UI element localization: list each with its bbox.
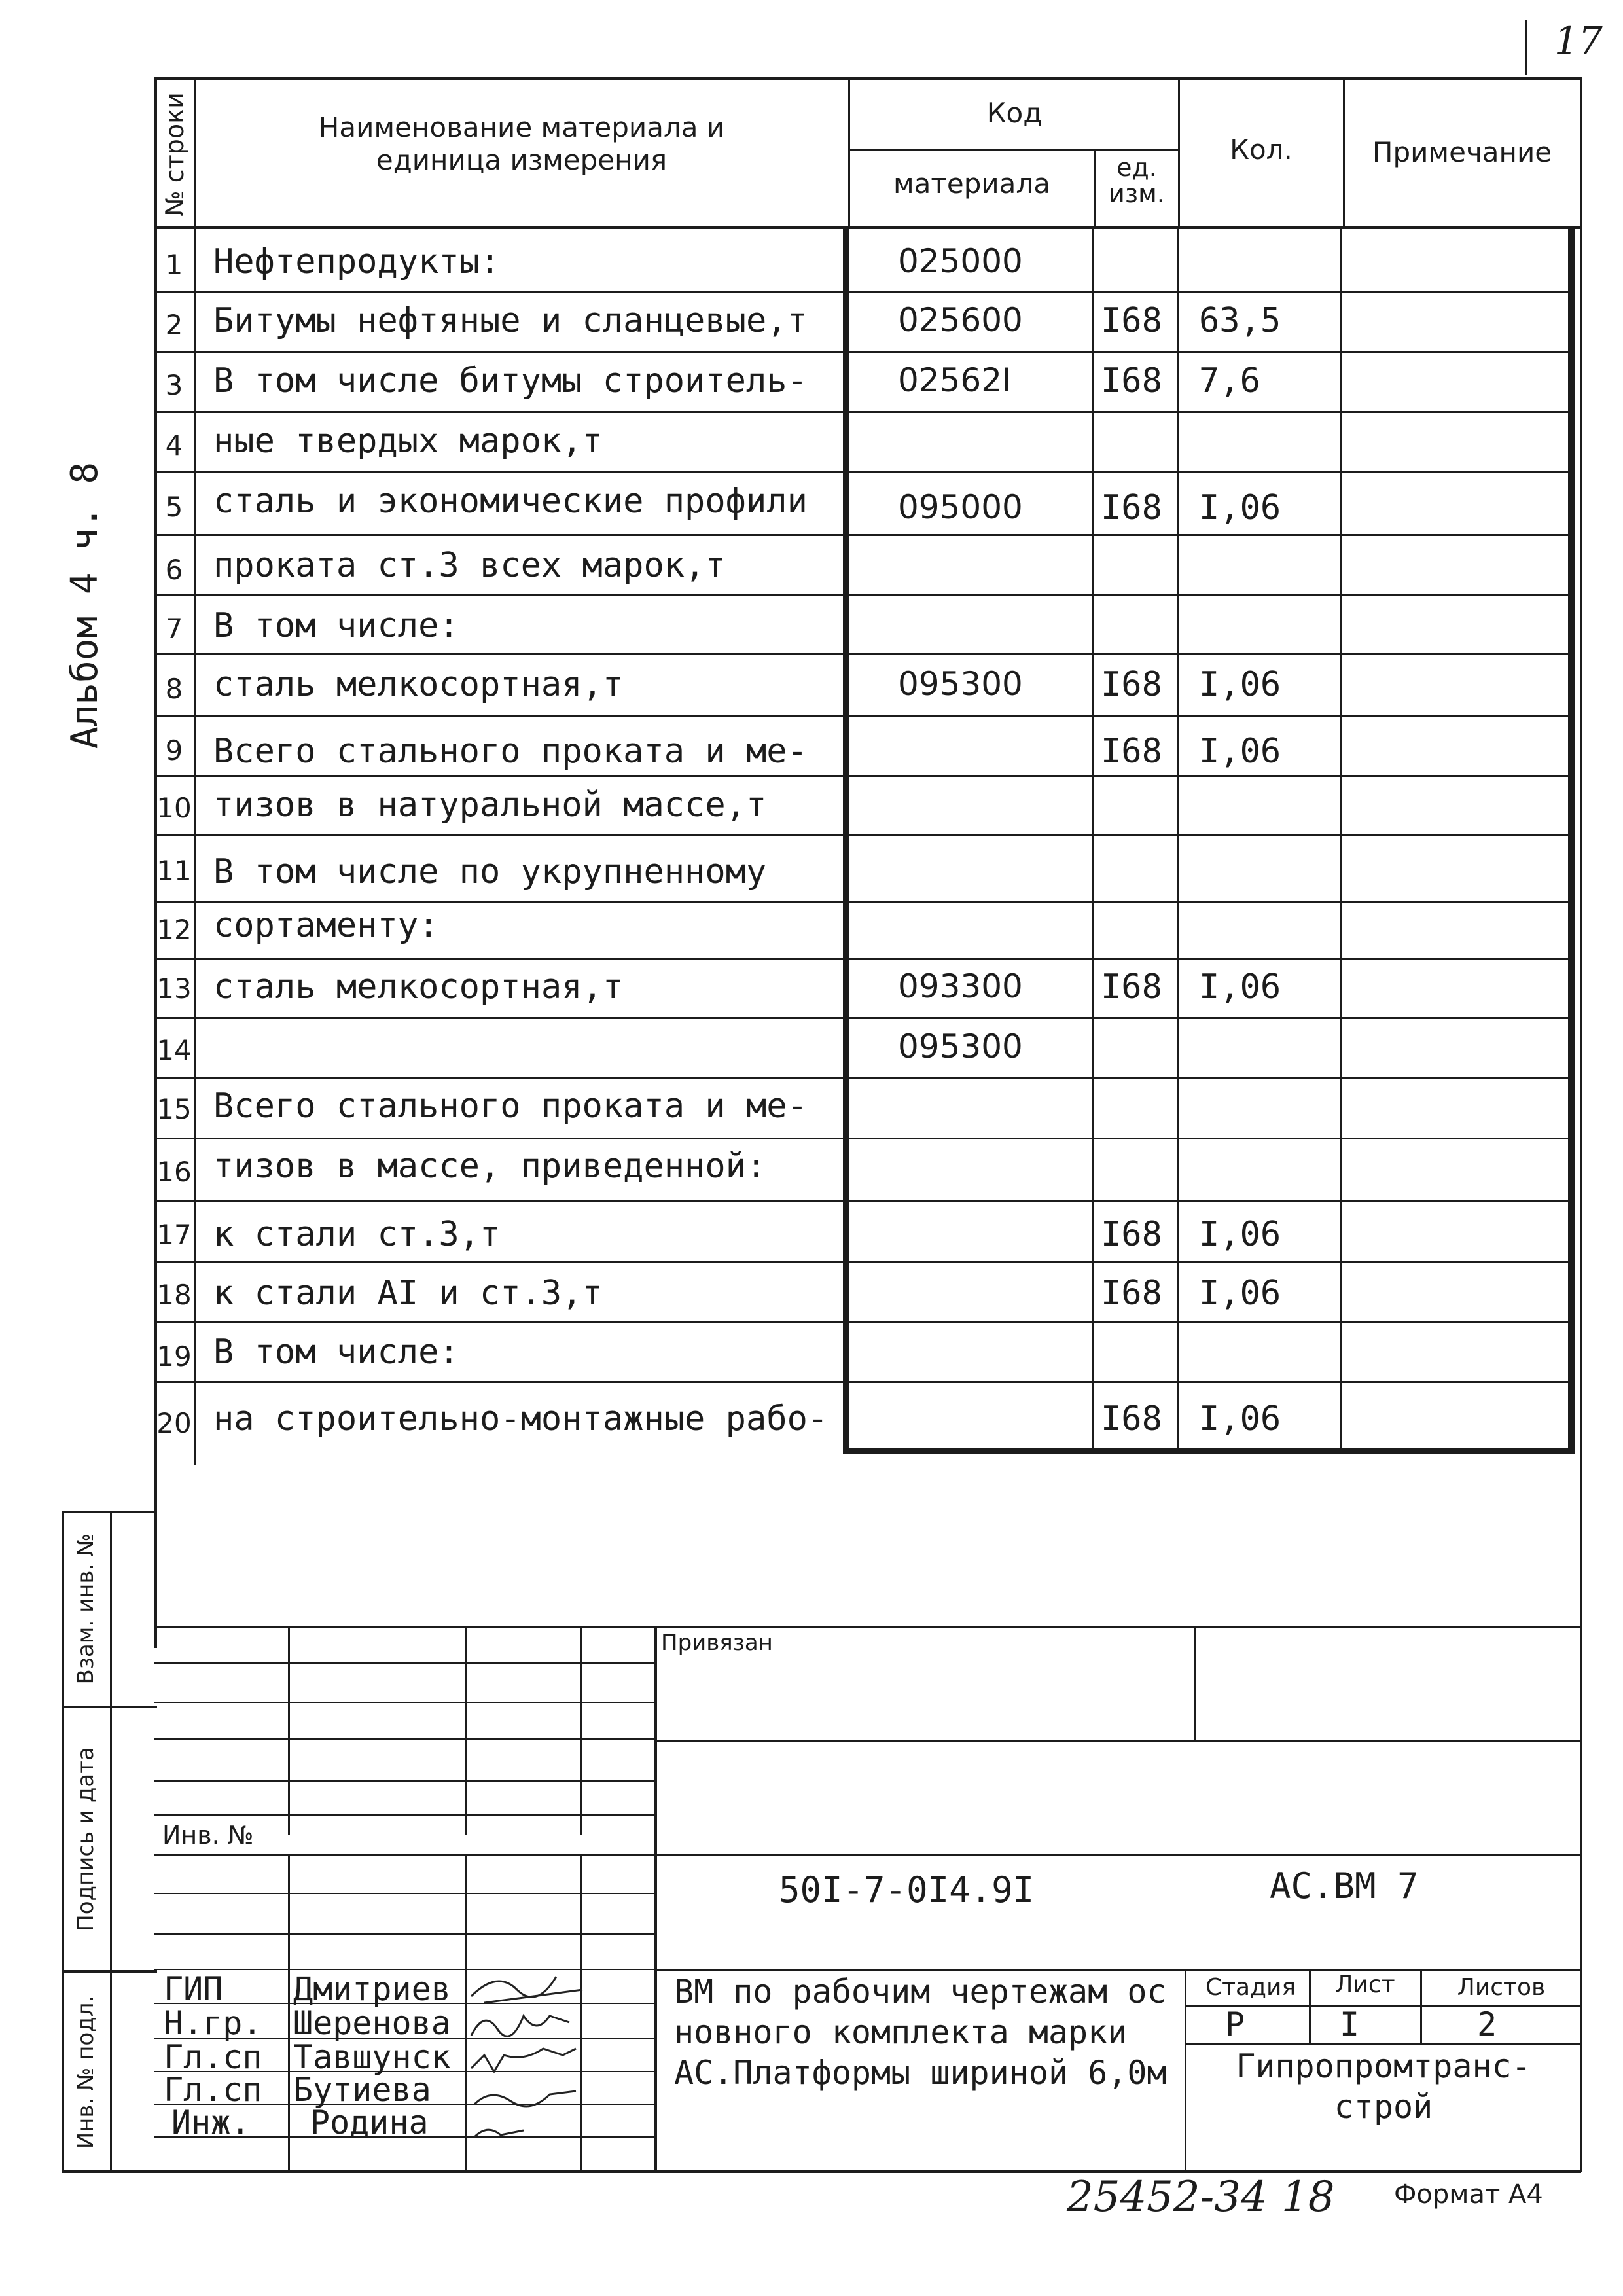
header-row-no: № строки — [160, 92, 189, 217]
row-code: 095300 — [898, 1028, 1023, 1066]
row-number: 4 — [165, 429, 183, 461]
row-qty: 63,5 — [1199, 301, 1281, 340]
row-qty: 7,6 — [1199, 361, 1260, 401]
org-line1: Гипропромтранс- — [1236, 2047, 1531, 2085]
row-name: В том числе по укрупненному — [213, 852, 767, 891]
header-unit-line2: изм. — [1109, 179, 1165, 208]
sheet-value: I — [1339, 2005, 1360, 2043]
row-name: В том числе: — [213, 1333, 459, 1372]
signer-name: Родина — [310, 2104, 429, 2142]
row-name: проката ст.3 всех марок,т — [213, 546, 726, 585]
format-label: Формат А4 — [1394, 2179, 1543, 2210]
signer-role: Н.гр. — [164, 2004, 262, 2042]
header-unit-line1: ед. — [1116, 153, 1157, 182]
signer-name: Тавшунск — [293, 2038, 451, 2076]
row-qty: I,06 — [1199, 1274, 1281, 1313]
doc-mark: АС.ВМ 7 — [1270, 1865, 1419, 1907]
row-name: к стали ст.3,т — [213, 1215, 501, 1254]
signer-name: Бутиева — [293, 2071, 431, 2109]
row-qty: I,06 — [1199, 1215, 1281, 1254]
signatures-graphic — [458, 1964, 654, 2173]
row-name: Нефтепродукты: — [213, 242, 501, 281]
row-number: 11 — [156, 855, 192, 887]
row-code: 025600 — [898, 301, 1023, 339]
row-unit: I68 — [1101, 301, 1162, 340]
row-qty: I,06 — [1199, 967, 1281, 1007]
header-code-material: материала — [893, 168, 1050, 200]
row-name: Всего стального проката и ме- — [213, 1086, 808, 1126]
page-number: 17 — [1554, 18, 1603, 63]
row-name: на строительно-монтажные рабо- — [213, 1399, 829, 1439]
row-number: 5 — [165, 491, 183, 523]
row-name: Битумы нефтяные и сланцевые,т — [213, 301, 808, 340]
privyazan-label: Привязан — [661, 1630, 773, 1656]
row-number: 10 — [156, 792, 192, 824]
row-number: 6 — [165, 554, 183, 586]
side-label-vzam: Взам. инв. № — [73, 1533, 99, 1685]
row-name: к стали АI и ст.3,т — [213, 1274, 603, 1313]
row-number: 7 — [165, 613, 183, 645]
row-name: сортаменту: — [213, 906, 439, 945]
header-name-line2: единица измерения — [376, 144, 668, 176]
doc-title-line2: новного комплекта марки — [674, 2013, 1128, 2051]
header-note: Примечание — [1372, 136, 1552, 168]
signer-role: ГИП — [164, 1970, 223, 2008]
header-qty: Кол. — [1230, 134, 1293, 166]
row-qty: I,06 — [1199, 665, 1281, 704]
row-number: 17 — [156, 1219, 192, 1251]
row-name: Всего стального проката и ме- — [213, 732, 808, 771]
row-code: 02562I — [898, 361, 1012, 399]
row-unit: I68 — [1101, 665, 1162, 704]
inv-no-label: Инв. № — [162, 1821, 254, 1850]
row-number: 3 — [165, 369, 183, 401]
row-code: 095000 — [898, 488, 1023, 526]
row-code: 093300 — [898, 967, 1023, 1005]
footer-number: 25452-34 — [1067, 2173, 1268, 2221]
sheets-value: 2 — [1476, 2005, 1497, 2043]
album-note: Альбом 4 ч. 8 — [63, 461, 106, 749]
side-label-inv-podl: Инв. № подл. — [73, 1995, 99, 2149]
row-number: 12 — [156, 914, 192, 946]
row-name: В том числе: — [213, 606, 459, 645]
row-unit: I68 — [1101, 1215, 1162, 1254]
signer-name: Дмитриев — [293, 1970, 451, 2008]
row-unit: I68 — [1101, 967, 1162, 1007]
header-code: Код — [986, 97, 1043, 129]
row-name: сталь мелкосортная,т — [213, 967, 624, 1007]
row-unit: I68 — [1101, 361, 1162, 401]
row-number: 15 — [156, 1093, 192, 1125]
row-number: 8 — [165, 673, 183, 705]
row-name: сталь и экономические профили — [213, 482, 808, 521]
row-number: 9 — [165, 734, 183, 766]
row-unit: I68 — [1101, 732, 1162, 771]
row-name: тизов в натуральной массе,т — [213, 785, 767, 825]
sheets-label: Листов — [1457, 1974, 1546, 2001]
row-number: 14 — [156, 1034, 192, 1066]
row-number: 13 — [156, 973, 192, 1005]
row-number: 16 — [156, 1156, 192, 1188]
row-name: сталь мелкосортная,т — [213, 665, 624, 704]
row-code: 025000 — [898, 242, 1023, 280]
stage-label: Стадия — [1205, 1974, 1296, 2001]
org-line2: строй — [1334, 2088, 1433, 2126]
header-name-line1: Наименование материала и — [318, 111, 725, 143]
sheet-label: Лист — [1335, 1971, 1395, 1998]
row-code: 095300 — [898, 665, 1023, 703]
signer-role: Гл.сп — [164, 2038, 262, 2076]
row-number: 18 — [156, 1279, 192, 1311]
footer-sheet: 18 — [1281, 2173, 1335, 2221]
row-name: В том числе битумы строитель- — [213, 361, 808, 401]
doc-title-line3: АС.Платформы шириной 6,0м — [674, 2054, 1167, 2092]
row-number: 1 — [165, 249, 183, 281]
signer-role: Инж. — [171, 2104, 251, 2142]
row-unit: I68 — [1101, 1399, 1162, 1439]
row-number: 20 — [156, 1407, 192, 1439]
signer-name: Шеренова — [293, 2004, 451, 2042]
side-label-podpis: Подпись и дата — [73, 1747, 99, 1931]
stage-value: Р — [1224, 2005, 1245, 2043]
doc-title-line1: ВМ по рабочим чертежам ос — [674, 1973, 1167, 2011]
row-qty: I,06 — [1199, 1399, 1281, 1439]
row-name: ные твердых марок,т — [213, 422, 603, 461]
doc-code: 50I-7-0I4.9I — [779, 1869, 1035, 1910]
signer-role: Гл.сп — [164, 2071, 262, 2109]
row-qty: I,06 — [1199, 732, 1281, 771]
row-unit: I68 — [1101, 1274, 1162, 1313]
row-number: 19 — [156, 1340, 192, 1372]
row-qty: I,06 — [1199, 488, 1281, 528]
row-unit: I68 — [1101, 488, 1162, 528]
row-number: 2 — [165, 309, 183, 341]
row-name: тизов в массе, приведенной: — [213, 1147, 767, 1186]
